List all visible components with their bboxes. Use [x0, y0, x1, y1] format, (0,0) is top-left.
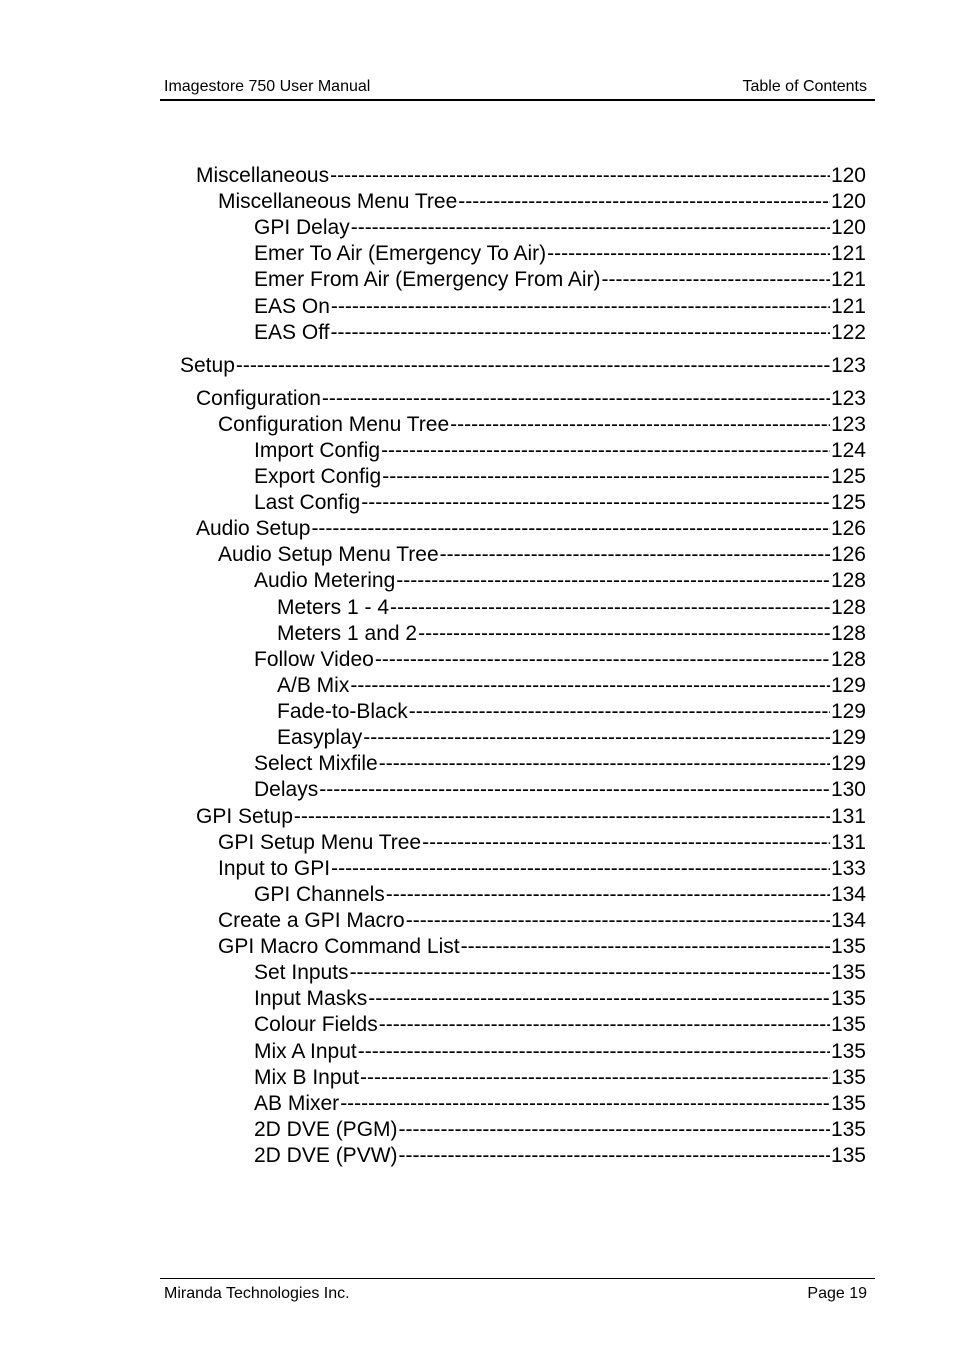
toc-leader [382, 464, 830, 490]
toc-entry-page: 129 [830, 752, 866, 775]
toc-entry-page: 135 [830, 1144, 866, 1167]
toc-entry[interactable] [218, 412, 866, 438]
toc-entry[interactable] [254, 1065, 866, 1091]
toc-entry[interactable] [254, 647, 866, 673]
toc-entry-page: 129 [830, 674, 866, 697]
toc-leader [390, 595, 830, 621]
toc-leader [331, 856, 830, 882]
toc-entry-page: 125 [830, 491, 866, 514]
toc-entry-title: Set Inputs [254, 961, 349, 984]
toc-entry[interactable] [254, 751, 866, 777]
toc-entry[interactable] [254, 1012, 866, 1038]
toc-entry[interactable] [196, 386, 866, 412]
toc-entry[interactable] [254, 241, 866, 267]
toc-entry-title: A/B Mix [277, 674, 350, 697]
toc-entry[interactable] [218, 542, 866, 568]
toc-entry[interactable] [218, 856, 866, 882]
toc-entry[interactable] [277, 595, 866, 621]
toc-entry-title: Fade-to-Black [277, 700, 408, 723]
toc-leader [330, 320, 829, 346]
toc-leader [340, 1091, 830, 1117]
toc-entry[interactable] [218, 908, 866, 934]
toc-entry-page: 120 [830, 164, 866, 187]
toc-entry[interactable] [218, 830, 866, 856]
toc-leader [361, 490, 830, 516]
toc-entry-title: 2D DVE (PGM) [254, 1118, 398, 1141]
toc-entry-page: 135 [830, 987, 866, 1010]
toc-entry-title: Meters 1 and 2 [277, 622, 418, 645]
toc-leader [368, 986, 830, 1012]
toc-entry-title: Audio Metering [254, 569, 396, 592]
toc-entry[interactable] [254, 882, 866, 908]
toc-entry[interactable] [277, 673, 866, 699]
toc-entry-title: Import Config [254, 439, 381, 462]
toc-entry-page: 129 [830, 726, 866, 749]
toc-entry-title: Follow Video [254, 648, 374, 671]
toc-entry[interactable] [254, 215, 866, 241]
toc-entry-page: 125 [830, 465, 866, 488]
toc-entry-page: 128 [830, 596, 866, 619]
toc-entry-page: 122 [830, 321, 866, 344]
toc-entry-page: 126 [830, 543, 866, 566]
toc-entry-title: Export Config [254, 465, 382, 488]
toc-leader [350, 673, 830, 699]
toc-entry-page: 135 [830, 1092, 866, 1115]
toc-entry[interactable] [277, 725, 866, 751]
toc-entry-title: Setup [180, 354, 235, 377]
toc-entry-title: Miscellaneous Menu Tree [218, 190, 458, 213]
toc-entry-title: Meters 1 - 4 [277, 596, 390, 619]
toc-entry[interactable] [254, 490, 866, 516]
toc-leader [236, 353, 830, 379]
toc-leader [375, 647, 830, 673]
toc-entry-page: 123 [830, 387, 866, 410]
toc-entry-title: Select Mixfile [254, 752, 378, 775]
toc-leader [379, 1012, 830, 1038]
toc-entry-title: 2D DVE (PVW) [254, 1144, 398, 1167]
toc-entry-page: 135 [830, 935, 866, 958]
toc-leader [399, 1117, 830, 1143]
header-section-title: Table of Contents [742, 78, 867, 95]
toc-leader [422, 830, 830, 856]
toc-entry-page: 131 [830, 805, 866, 828]
toc-entry-page: 128 [830, 648, 866, 671]
toc-entry-page: 120 [830, 216, 866, 239]
toc-leader [458, 189, 830, 215]
toc-leader [399, 1143, 830, 1169]
toc-entry-page: 130 [830, 778, 866, 801]
toc-entry-page: 135 [830, 1040, 866, 1063]
toc-leader [322, 386, 830, 412]
toc-entry[interactable] [254, 777, 866, 803]
toc-entry[interactable] [254, 464, 866, 490]
toc-entry-title: Mix B Input [254, 1066, 360, 1089]
toc-entry[interactable] [218, 189, 866, 215]
toc-leader [358, 1039, 830, 1065]
toc-leader [396, 568, 830, 594]
toc-entry-page: 123 [830, 354, 866, 377]
toc-entry-page: 134 [830, 909, 866, 932]
toc-entry-title: Mix A Input [254, 1040, 357, 1063]
toc-leader [418, 621, 830, 647]
toc-entry-title: Input Masks [254, 987, 368, 1010]
page-footer [160, 1278, 875, 1302]
toc-entry-title: Colour Fields [254, 1013, 378, 1036]
toc-entry[interactable] [254, 1143, 866, 1169]
toc-entry-title: Emer From Air (Emergency From Air) [254, 268, 601, 291]
toc-entry-page: 126 [830, 517, 866, 540]
toc-entry-title: Emer To Air (Emergency To Air) [254, 242, 547, 265]
toc-entry-title: EAS On [254, 295, 330, 318]
toc-entry[interactable] [254, 1039, 866, 1065]
toc-entry-title: GPI Setup [196, 805, 293, 828]
toc-leader [330, 163, 830, 189]
toc-entry[interactable] [254, 986, 866, 1012]
toc-entry-page: 133 [830, 857, 866, 880]
toc-leader [409, 699, 830, 725]
toc-entry-title: Input to GPI [218, 857, 331, 880]
toc-entry[interactable] [218, 934, 866, 960]
toc-entry-page: 124 [830, 439, 866, 462]
toc-leader [602, 267, 830, 293]
toc-entry-title: Configuration [196, 387, 321, 410]
toc-entry[interactable] [196, 804, 866, 830]
toc-leader [319, 777, 830, 803]
toc-entry-title: Delays [254, 778, 319, 801]
toc-entry[interactable] [180, 353, 866, 379]
toc-entry-page: 128 [830, 569, 866, 592]
toc-entry-page: 123 [830, 413, 866, 436]
toc-leader [379, 751, 830, 777]
toc-leader [311, 516, 830, 542]
toc-entry[interactable] [254, 438, 866, 464]
toc-entry-page: 134 [830, 883, 866, 906]
toc-entry[interactable] [277, 621, 866, 647]
toc-leader [331, 294, 830, 320]
toc-entry-title: EAS Off [254, 321, 330, 344]
toc-entry[interactable] [196, 163, 866, 189]
toc-leader [350, 960, 830, 986]
toc-leader [381, 438, 830, 464]
toc-entry-page: 128 [830, 622, 866, 645]
footer-page-number: Page 19 [807, 1285, 867, 1302]
toc-entry[interactable] [254, 568, 866, 594]
toc-entry-page: 120 [830, 190, 866, 213]
toc-entry-title: Miscellaneous [196, 164, 330, 187]
toc-entry[interactable] [254, 1117, 866, 1143]
toc-entry-title: Easyplay [277, 726, 363, 749]
toc-entry[interactable] [196, 516, 866, 542]
footer-company: Miranda Technologies Inc. [164, 1285, 350, 1302]
toc-leader [363, 725, 830, 751]
toc-entry-page: 121 [830, 295, 866, 318]
toc-entry-title: Configuration Menu Tree [218, 413, 450, 436]
toc-leader [461, 934, 830, 960]
toc-entry-title: GPI Channels [254, 883, 385, 906]
toc-entry-title: Audio Setup [196, 517, 311, 540]
toc-leader [294, 804, 830, 830]
toc-entry[interactable] [254, 1091, 866, 1117]
toc-leader [406, 908, 830, 934]
toc-leader [351, 215, 830, 241]
toc-entry-page: 121 [830, 268, 866, 291]
toc-entry-page: 135 [830, 1066, 866, 1089]
toc-entry-page: 135 [830, 1013, 866, 1036]
toc-entry-page: 135 [830, 1118, 866, 1141]
toc-leader [386, 882, 830, 908]
toc-entry-title: GPI Setup Menu Tree [218, 831, 422, 854]
toc-entry[interactable] [277, 699, 866, 725]
toc-entry-page: 129 [830, 700, 866, 723]
toc-entry-title: Create a GPI Macro [218, 909, 405, 932]
toc-entry[interactable] [254, 294, 866, 320]
toc-entry-page: 135 [830, 961, 866, 984]
toc-entry-title: GPI Macro Command List [218, 935, 460, 958]
toc-entry-page: 131 [830, 831, 866, 854]
header-document-title: Imagestore 750 User Manual [164, 78, 371, 95]
toc-entry-title: Audio Setup Menu Tree [218, 543, 439, 566]
toc-entry[interactable] [254, 960, 866, 986]
toc-leader [440, 542, 830, 568]
toc-entry[interactable] [254, 267, 866, 293]
toc-leader [547, 241, 830, 267]
toc-entry-title: GPI Delay [254, 216, 350, 239]
toc-entry-title: Last Config [254, 491, 361, 514]
toc-entry-title: AB Mixer [254, 1092, 340, 1115]
toc-entry[interactable] [254, 320, 866, 346]
toc-leader [450, 412, 830, 438]
toc-entry-page: 121 [830, 242, 866, 265]
toc-leader [360, 1065, 830, 1091]
